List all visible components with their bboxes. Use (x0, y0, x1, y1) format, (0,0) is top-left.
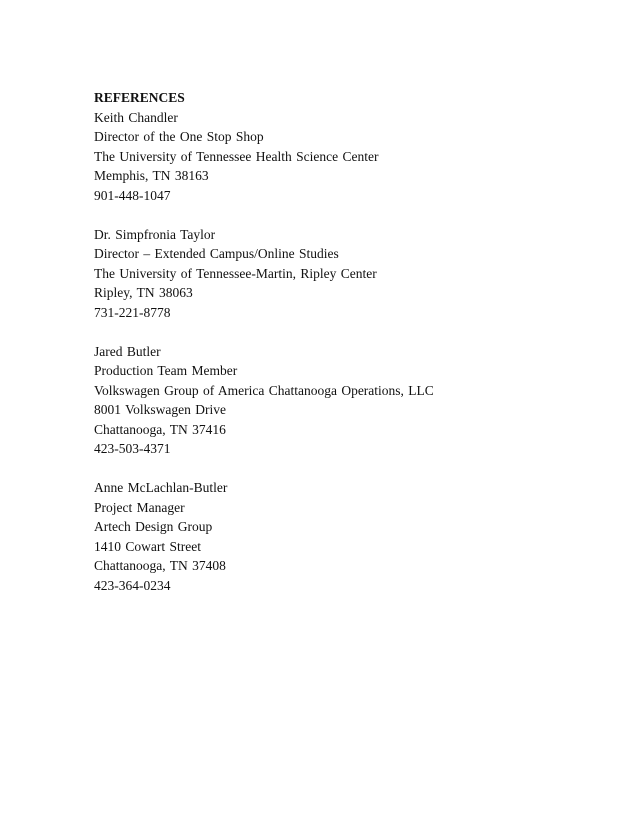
reference-title: Project Manager (94, 499, 185, 515)
reference-phone: 901-448-1047 (94, 187, 171, 203)
reference-organization: The University of Tennessee-Martin, Ripley Center (94, 265, 377, 281)
reference-address: 8001 Volkswagen Drive (94, 402, 226, 417)
reference-phone: 423-503-4371 (94, 441, 171, 456)
reference-city-state-zip: Ripley, TN 38063 (94, 285, 193, 300)
reference-organization: The University of Tennessee Health Science Center (94, 148, 379, 164)
reference-entry-chandler (94, 108, 554, 206)
reference-entry-mclachlan-butler (94, 478, 554, 595)
reference-entry-taylor (94, 225, 554, 323)
reference-name: Keith Chandler (94, 109, 178, 125)
reference-city-state-zip: Chattanooga, TN 37408 (94, 558, 226, 573)
reference-title: Director – Extended Campus/Online Studies (94, 246, 339, 261)
reference-city-state-zip: Chattanooga, TN 37416 (94, 421, 226, 437)
reference-organization: Volkswagen Group of America Chattanooga Operations, LLC (94, 382, 434, 398)
reference-phone: 731-221-8778 (94, 304, 171, 320)
reference-address: 1410 Cowart Street (94, 538, 201, 554)
reference-name: Anne McLachlan-Butler (94, 480, 228, 495)
reference-name: Dr. Simpfronia Taylor (94, 226, 216, 242)
references-heading: REFERENCES (94, 90, 185, 105)
references-section (94, 88, 554, 595)
reference-phone: 423-364-0234 (94, 577, 171, 593)
reference-title: Production Team Member (94, 363, 238, 378)
reference-organization: Artech Design Group (94, 519, 213, 534)
reference-name: Jared Butler (94, 343, 161, 359)
reference-entry-butler (94, 342, 554, 459)
reference-city-state-zip: Memphis, TN 38163 (94, 168, 209, 183)
reference-title: Director of the One Stop Shop (94, 129, 264, 144)
